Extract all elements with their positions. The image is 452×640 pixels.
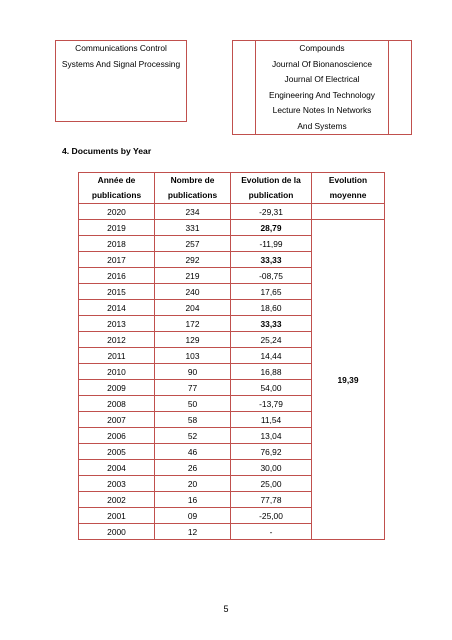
header-year <box>79 173 155 204</box>
cell-count: 12 <box>155 524 231 540</box>
cell-evolution: 11,54 <box>231 412 312 428</box>
cell-year: 2016 <box>79 268 155 284</box>
table-body <box>79 204 385 540</box>
cell-count: 20 <box>155 476 231 492</box>
cell-count: 292 <box>155 252 231 268</box>
left-line-1: Communications Control <box>75 43 167 53</box>
cell-year: 2011 <box>79 348 155 364</box>
cell-count: 77 <box>155 380 231 396</box>
right-line-5: Lecture Notes In Networks <box>272 105 372 115</box>
table-row <box>79 220 385 236</box>
header-average <box>312 173 385 204</box>
right-line-3: Journal Of Electrical <box>284 74 360 84</box>
right-line-4: Engineering And Technology <box>268 89 375 100</box>
cell-year: 2009 <box>79 380 155 396</box>
cell-count: 240 <box>155 284 231 300</box>
cell-year: 2019 <box>79 220 155 236</box>
cell-evolution: 33,33 <box>231 252 312 268</box>
cell-count: 331 <box>155 220 231 236</box>
cell-evolution: 30,00 <box>231 460 312 476</box>
cell-year: 2001 <box>79 508 155 524</box>
table-cell-blank-left <box>233 41 256 135</box>
section-heading: 4. Documents by Year <box>62 146 152 156</box>
cell-year: 2020 <box>79 204 155 220</box>
right-line-2: Journal Of Bionanoscience <box>271 58 373 69</box>
header-evolution-line-1: Evolution de la <box>241 175 301 185</box>
cell-evolution: -25,00 <box>231 508 312 524</box>
table-cell-left <box>56 41 187 122</box>
cell-count: 46 <box>155 444 231 460</box>
cell-count: 26 <box>155 460 231 476</box>
previous-table-fragment <box>55 40 187 122</box>
right-line-6: And Systems <box>297 120 347 131</box>
cell-count: 09 <box>155 508 231 524</box>
table-cell-blank-right <box>389 41 412 135</box>
cell-count: 257 <box>155 236 231 252</box>
cell-average-value: 19,39 <box>312 220 385 540</box>
cell-evolution: - <box>231 524 312 540</box>
cell-average-blank <box>312 204 385 220</box>
cell-count: 219 <box>155 268 231 284</box>
page-number: 5 <box>223 604 229 614</box>
cell-year: 2014 <box>79 300 155 316</box>
cell-count: 90 <box>155 364 231 380</box>
cell-year: 2008 <box>79 396 155 412</box>
cell-count: 204 <box>155 300 231 316</box>
cell-year: 2002 <box>79 492 155 508</box>
header-count-line-2: publications <box>167 190 218 200</box>
table-header-row <box>79 173 385 204</box>
left-line-2: Systems And Signal Processing <box>61 58 181 69</box>
documents-by-year-table <box>78 172 385 540</box>
cell-evolution: 77,78 <box>231 492 312 508</box>
previous-table-fragment-right <box>232 40 412 135</box>
right-line-1: Compounds <box>299 43 345 53</box>
cell-year: 2005 <box>79 444 155 460</box>
cell-count: 129 <box>155 332 231 348</box>
cell-evolution: 16,88 <box>231 364 312 380</box>
cell-evolution: 54,00 <box>231 380 312 396</box>
header-count <box>155 173 231 204</box>
cell-evolution: 33,33 <box>231 316 312 332</box>
right-cell-text <box>256 41 388 134</box>
cell-evolution: 14,44 <box>231 348 312 364</box>
cell-evolution: 13,04 <box>231 428 312 444</box>
cell-count: 234 <box>155 204 231 220</box>
cell-year: 2004 <box>79 460 155 476</box>
cell-year: 2017 <box>79 252 155 268</box>
cell-year: 2012 <box>79 332 155 348</box>
cell-count: 16 <box>155 492 231 508</box>
cell-count: 52 <box>155 428 231 444</box>
cell-count: 58 <box>155 412 231 428</box>
cell-year: 2018 <box>79 236 155 252</box>
cell-year: 2000 <box>79 524 155 540</box>
header-year-line-2: publications <box>91 190 142 200</box>
cell-evolution: -11,99 <box>231 236 312 252</box>
cell-evolution: -08,75 <box>231 268 312 284</box>
cell-year: 2003 <box>79 476 155 492</box>
table-cell-journals <box>256 41 389 135</box>
cell-count: 50 <box>155 396 231 412</box>
left-cell-text <box>56 41 186 72</box>
cell-evolution: 76,92 <box>231 444 312 460</box>
cell-year: 2013 <box>79 316 155 332</box>
header-average-line-1: Evolution <box>328 175 368 185</box>
cell-evolution: -29,31 <box>231 204 312 220</box>
table-row <box>79 204 385 220</box>
cell-evolution: 17,65 <box>231 284 312 300</box>
cell-year: 2010 <box>79 364 155 380</box>
cell-evolution: 25,00 <box>231 476 312 492</box>
cell-evolution: -13,79 <box>231 396 312 412</box>
cell-evolution: 28,79 <box>231 220 312 236</box>
header-evolution <box>231 173 312 204</box>
cell-evolution: 18,60 <box>231 300 312 316</box>
header-count-line-1: Nombre de <box>170 175 215 185</box>
cell-year: 2015 <box>79 284 155 300</box>
cell-count: 103 <box>155 348 231 364</box>
header-year-line-1: Année de <box>97 175 136 185</box>
header-average-line-2: moyenne <box>329 190 367 200</box>
cell-year: 2007 <box>79 412 155 428</box>
header-evolution-line-2: publication <box>248 190 294 200</box>
cell-evolution: 25,24 <box>231 332 312 348</box>
cell-count: 172 <box>155 316 231 332</box>
cell-year: 2006 <box>79 428 155 444</box>
